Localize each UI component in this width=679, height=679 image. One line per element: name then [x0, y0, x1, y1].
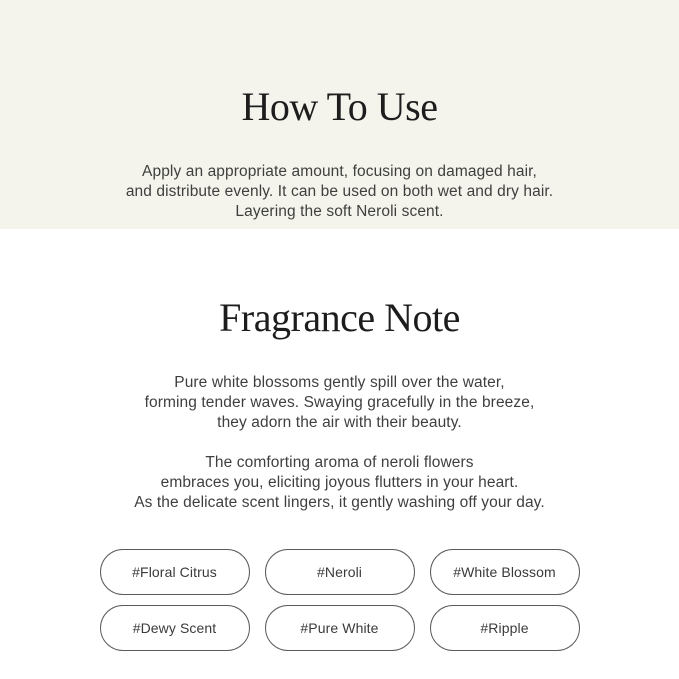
how-to-use-text [0, 162, 679, 222]
how-to-use-text-line: and distribute evenly. It can be used on both wet and dry hair. [125, 183, 554, 201]
fragrance-note-title: Fragrance Note [219, 295, 460, 341]
tag-pill-neroli: #Neroli [265, 549, 415, 595]
tag-pill-ripple: #Ripple [430, 605, 580, 651]
fragrance-note-text-line: The comforting aroma of neroli flowers [205, 454, 474, 472]
fragrance-note-section [0, 229, 679, 651]
fragrance-note-text-line: embraces you, eliciting joyous flutters in your heart. [160, 474, 519, 492]
how-to-use-title: How To Use [241, 84, 438, 130]
fragrance-tag-grid [100, 549, 580, 651]
tag-pill-pure-white: #Pure White [265, 605, 415, 651]
how-to-use-text-line: Apply an appropriate amount, focusing on damaged hair, [142, 163, 537, 181]
fragrance-note-paragraph-1 [0, 373, 679, 433]
tag-pill-white-blossom: #White Blossom [430, 549, 580, 595]
how-to-use-section [0, 0, 679, 229]
fragrance-note-text-line: forming tender waves. Swaying gracefully in the breeze, [144, 394, 535, 412]
fragrance-note-text-line: they adorn the air with their beauty. [217, 414, 462, 432]
fragrance-note-text-line: Pure white blossoms gently spill over the water, [174, 374, 505, 392]
fragrance-note-text-line: As the delicate scent lingers, it gently washing off your day. [134, 494, 545, 512]
fragrance-note-paragraph-2 [0, 453, 679, 513]
paragraph-spacer [0, 433, 679, 453]
tag-pill-floral-citrus: #Floral Citrus [100, 549, 250, 595]
tag-pill-dewy-scent: #Dewy Scent [100, 605, 250, 651]
how-to-use-text-line: Layering the soft Neroli scent. [235, 203, 444, 221]
